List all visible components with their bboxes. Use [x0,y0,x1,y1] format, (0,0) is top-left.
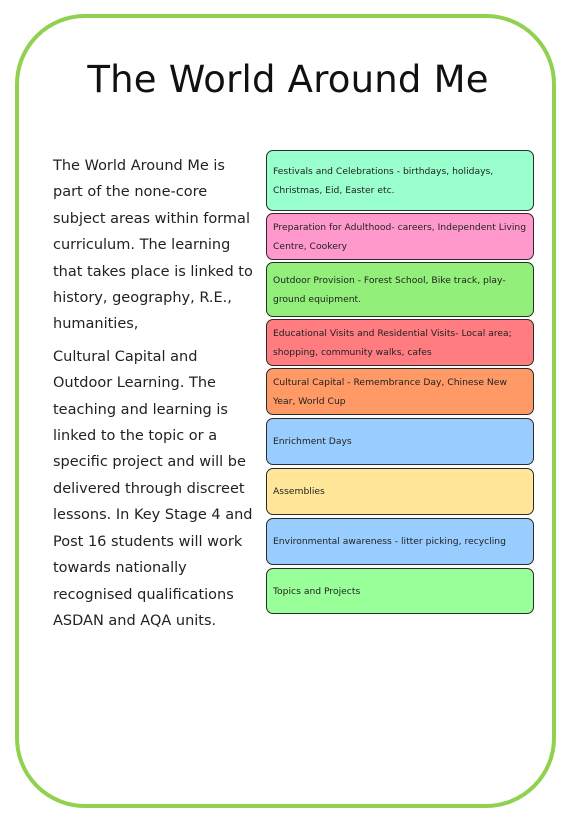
topic-box-label: Educational Visits and Residential Visits- Local area; shopping, community walks, cafes [273,327,512,358]
topic-box-label: Topics and Projects [273,585,361,597]
topic-box-label: Environmental awareness - litter picking, recycling [273,536,506,547]
topic-box-environmental-awareness [266,518,534,565]
topic-box-preparation-adulthood [266,213,534,260]
page-title: The World Around Me [87,58,489,101]
topic-box-festivals [266,150,534,211]
topic-box-label: Outdoor Provision - Forest School, Bike track, play-ground equipment. [273,274,506,305]
topic-box-outdoor-provision [266,262,534,317]
topic-box-label: Cultural Capital - Remembrance Day, Chinese New Year, World Cup [273,376,507,407]
intro-paragraph-1: The World Around Me is part of the none-core subject areas within formal curriculum. The learning that takes place is linked to history, geography, R.E., humanities, [53,158,253,333]
topic-box-enrichment-days [266,418,534,465]
topic-box-cultural-capital [266,368,534,415]
topic-box-topics-projects [266,568,534,614]
topic-box-label: Preparation for Adulthood- careers, Independent Living Centre, Cookery [273,221,527,252]
topic-box-label: Assemblies [273,486,325,497]
topic-box-assemblies [266,468,534,515]
topic-box-label: Festivals and Celebrations - birthdays, holidays, Christmas, Eid, Easter etc. [273,165,494,196]
intro-paragraph-2: Cultural Capital and Outdoor Learning. The teaching and learning is linked to the topic or a specific project and will be delivered through discreet lessons. In Key Stage 4 and Post 16 students will work towards nationally recognised qualifications ASDAN and AQA units. [53,348,253,629]
topic-box-label: Enrichment Days [273,436,352,447]
intro-text [53,153,258,640]
topic-box-educational-visits [266,319,534,366]
